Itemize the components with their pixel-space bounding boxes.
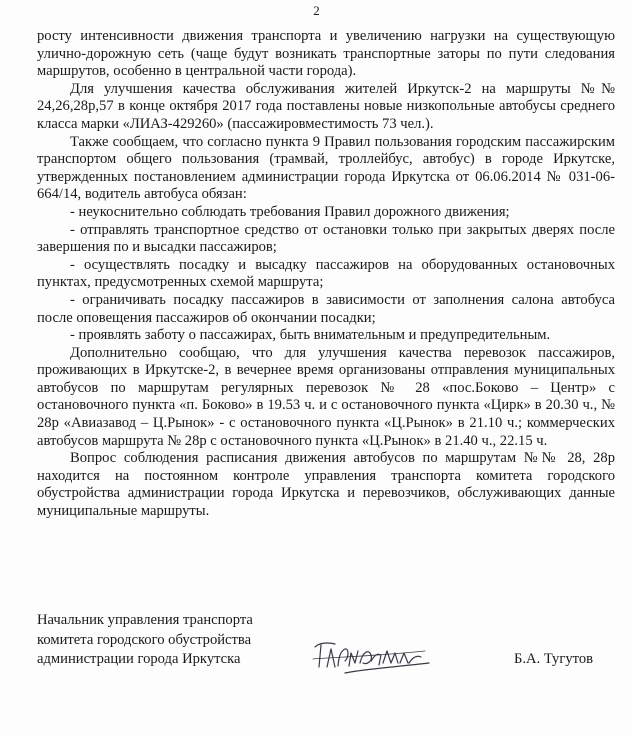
- page-number: 2: [313, 3, 320, 18]
- paragraph-schedule-control: Вопрос соблюдения расписания движения автобусов по маршрутам №№ 28, 28р находится на постоянном контроле управления транспорта комитета городского обустройства администрации города Иркутска и перевозчиков, обслуживающих данные муниципальные маршруты.: [37, 450, 615, 520]
- signatory-title: [37, 611, 253, 670]
- rule-item-boarding-points: - осуществлять посадку и высадку пассажиров на оборудованных остановочных пунктах, предусмотренных схемой маршрута;: [37, 256, 615, 291]
- rule-item-doors: - отправлять транспортное средство от остановки только при закрытых дверях после завершения по и высадки пассажиров;: [37, 221, 615, 256]
- signatory-title-line: Начальник управления транспорта: [37, 612, 253, 628]
- paragraph-evening-routes: Дополнительно сообщаю, что для улучшения качества перевозок пассажиров, проживающих в Иркутске-2, в вечернее время организованы отправления муниципальных автобусов по маршрутам регулярных перевозок № 28 «пос.Боково – Центр» с остановочного пункта «п. Боково» в 19.53 ч. и с остановочного пункта «Цирк» в 20.30 ч., № 28р «Авиазавод – Ц.Рынок» - с остановочного пункта «Ц.Рынок» в 21.10 ч.; коммерческих автобусов маршрута № 28р с остановочного пункта «Ц.Рынок» в 21.40 ч., 22.15 ч.: [37, 344, 615, 449]
- signer-name: Б.А. Тугутов: [514, 651, 594, 667]
- rule-item-care: - проявлять заботу о пассажирах, быть внимательным и предупредительным.: [70, 327, 551, 344]
- rule-item-boarding-limit: - ограничивать посадку пассажиров в зависимости от заполнения салона автобуса после оповещения пассажиров об окончании посадки;: [37, 291, 615, 326]
- signatory-title-line: комитета городского обустройства: [37, 631, 252, 648]
- paragraph-continuation: росту интенсивности движения транспорта и увеличению нагрузки на существующую улично-дорожную сеть (чаще будут возникать транспортные заторы по пути следования маршрутов, особенно в центральной части города).: [37, 28, 615, 80]
- paragraph-rules-intro: Также сообщаем, что согласно пункта 9 Правил пользования городским пассажирским транспортом общего пользования (трамвай, троллейбус, автобус) в городе Иркутске, утвержденных постановлением администрации города Иркутска от 06.06.2014 № 031-06-664/14, водитель автобуса обязан:: [37, 133, 615, 203]
- signatory-title-line: администрации города Иркутска: [37, 651, 241, 667]
- paragraph-new-buses: Для улучшения качества обслуживания жителей Иркутск-2 на маршруты №№ 24,26,28р,57 в конце октября 2017 года поставлены новые низкопольные автобусы среднего класса марки «ЛИАЗ-429260» (пассажировместимость 73 чел.).: [37, 80, 615, 132]
- rule-item-traffic: - неукоснительно соблюдать требования Правил дорожного движения;: [70, 203, 510, 220]
- letter-body: [37, 28, 615, 521]
- handwritten-signature: [305, 633, 435, 681]
